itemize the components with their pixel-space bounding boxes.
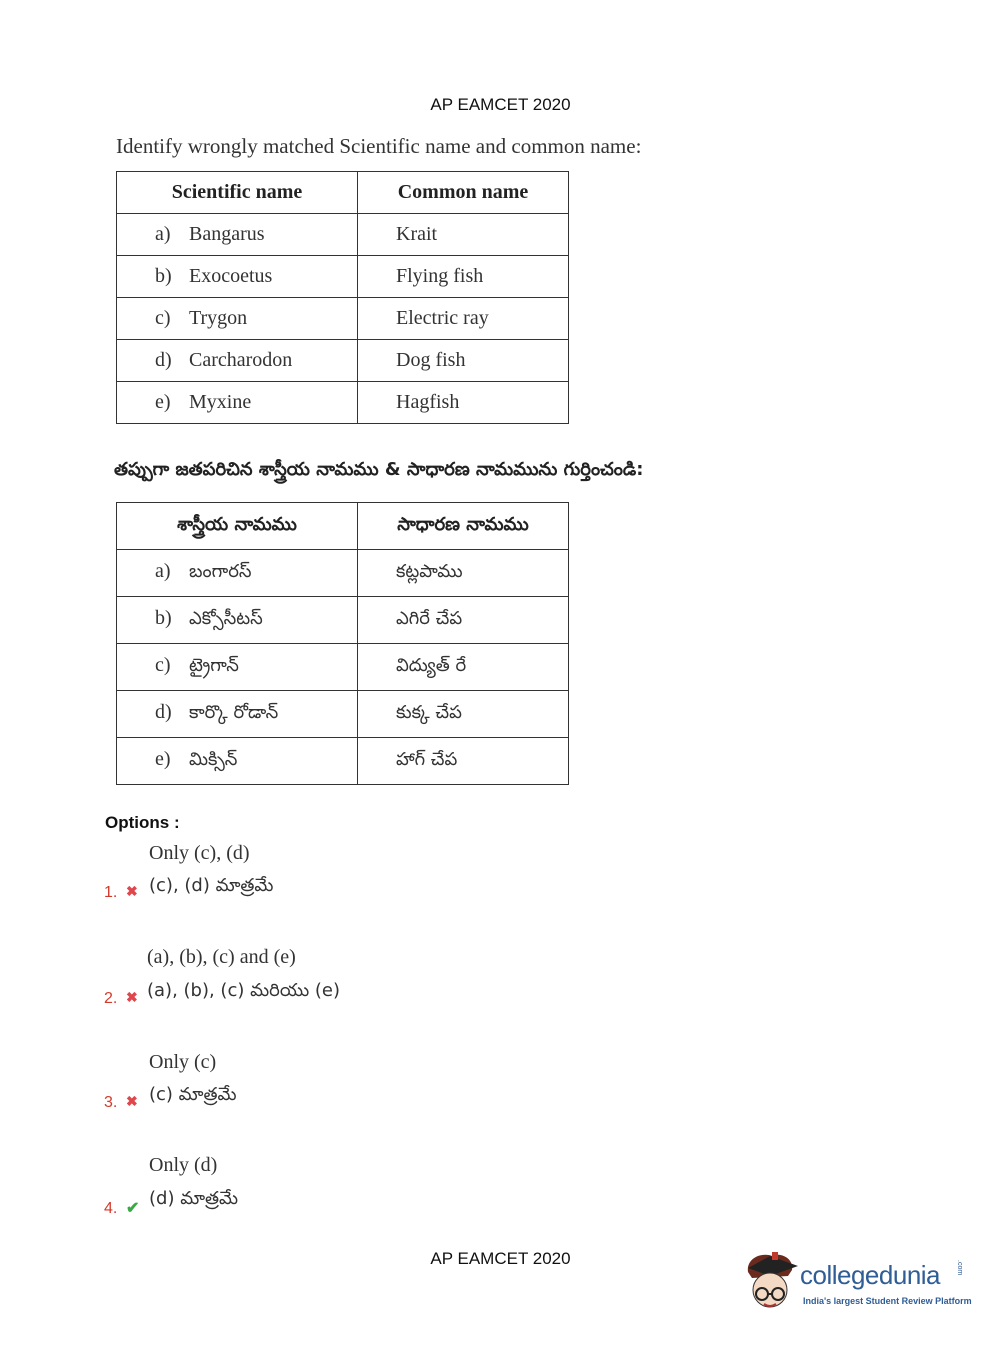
table-row — [117, 550, 569, 597]
common-name: Krait — [358, 214, 569, 256]
question-prompt-telugu: తప్పుగా జతపరిచిన శాస్త్రీయ నామము & సాధారణ నామమును గుర్తించండి: — [114, 459, 644, 480]
mascot-icon — [742, 1250, 800, 1318]
common-name: విద్యుత్ రే — [358, 644, 569, 691]
row-label: d) — [155, 349, 172, 371]
logo-wordmark: collegedunia — [800, 1260, 941, 1290]
option-4-number: 4. — [104, 1200, 118, 1217]
scientific-name: Exocoetus — [189, 265, 273, 287]
option-4-telugu[interactable]: (d) మాత్రమే — [149, 1188, 239, 1209]
common-name: Hagfish — [358, 382, 569, 424]
common-name: ఎగిరే చేప — [358, 597, 569, 644]
scientific-name: Bangarus — [189, 223, 265, 245]
table-row — [117, 738, 569, 785]
option-3-english[interactable]: Only (c) — [149, 1051, 217, 1073]
scientific-name: మిక్సిన్ — [189, 749, 238, 770]
table-row — [117, 256, 569, 298]
row-label: c) — [155, 654, 171, 676]
option-2-telugu[interactable]: (a), (b), (c) మరియు (e) — [147, 980, 341, 1001]
row-label: a) — [155, 223, 171, 245]
page-footer: AP EAMCET 2020 — [430, 1249, 571, 1268]
scientific-name: బంగారస్ — [189, 561, 252, 582]
page-header: AP EAMCET 2020 — [430, 95, 571, 114]
table-row — [117, 597, 569, 644]
option-1-number: 1. — [104, 884, 118, 901]
scientific-name: ఎక్సోసీటస్ — [189, 608, 263, 629]
table-header-common-telugu: సాధారణ నామము — [358, 503, 569, 550]
table-header-common: Common name — [358, 172, 569, 214]
common-name: Electric ray — [358, 298, 569, 340]
option-2-number: 2. — [104, 990, 118, 1007]
option-3-telugu[interactable]: (c) మాత్రమే — [149, 1084, 237, 1105]
table-row — [117, 298, 569, 340]
scientific-name: Trygon — [189, 307, 248, 329]
row-label: d) — [155, 701, 172, 723]
row-label: a) — [155, 560, 171, 582]
option-3-number: 3. — [104, 1094, 118, 1111]
common-name: కుక్క చేప — [358, 691, 569, 738]
table-header-scientific: Scientific name — [117, 172, 358, 214]
scientific-name: Myxine — [189, 391, 252, 413]
option-1-telugu[interactable]: (c), (d) మాత్రమే — [149, 875, 274, 896]
options-label: Options : — [105, 813, 180, 832]
common-name: కట్లపాము — [358, 550, 569, 597]
scientific-name: కార్కొ రోడాన్ — [189, 702, 279, 723]
wrong-mark-icon: ✖ — [126, 991, 138, 1006]
check-mark-icon: ✔ — [126, 1200, 140, 1217]
table-row — [117, 214, 569, 256]
common-name: హాగ్ చేప — [358, 738, 569, 785]
option-2-english[interactable]: (a), (b), (c) and (e) — [147, 946, 296, 968]
option-4-english[interactable]: Only (d) — [149, 1154, 218, 1176]
telugu-match-table — [116, 502, 569, 785]
table-row — [117, 691, 569, 738]
row-label: b) — [155, 607, 172, 629]
scientific-name: ట్రైగాన్ — [189, 655, 239, 676]
english-match-table — [116, 171, 569, 424]
row-label: e) — [155, 748, 171, 770]
common-name: Flying fish — [358, 256, 569, 298]
row-label: e) — [155, 391, 171, 413]
question-prompt-english: Identify wrongly matched Scientific name and common name: — [116, 134, 642, 158]
table-row — [117, 340, 569, 382]
option-1-english[interactable]: Only (c), (d) — [149, 842, 250, 864]
wrong-mark-icon: ✖ — [126, 1095, 138, 1110]
logo-suffix: .com — [956, 1260, 963, 1276]
common-name: Dog fish — [358, 340, 569, 382]
table-row — [117, 382, 569, 424]
table-header-scientific-telugu: శాస్త్రీయ నామము — [117, 503, 358, 550]
collegedunia-logo[interactable] — [742, 1250, 972, 1318]
scientific-name: Carcharodon — [189, 349, 293, 371]
logo-tagline: India's largest Student Review Platform — [803, 1296, 972, 1306]
table-row — [117, 644, 569, 691]
row-label: b) — [155, 265, 172, 287]
row-label: c) — [155, 307, 171, 329]
wrong-mark-icon: ✖ — [126, 885, 138, 900]
